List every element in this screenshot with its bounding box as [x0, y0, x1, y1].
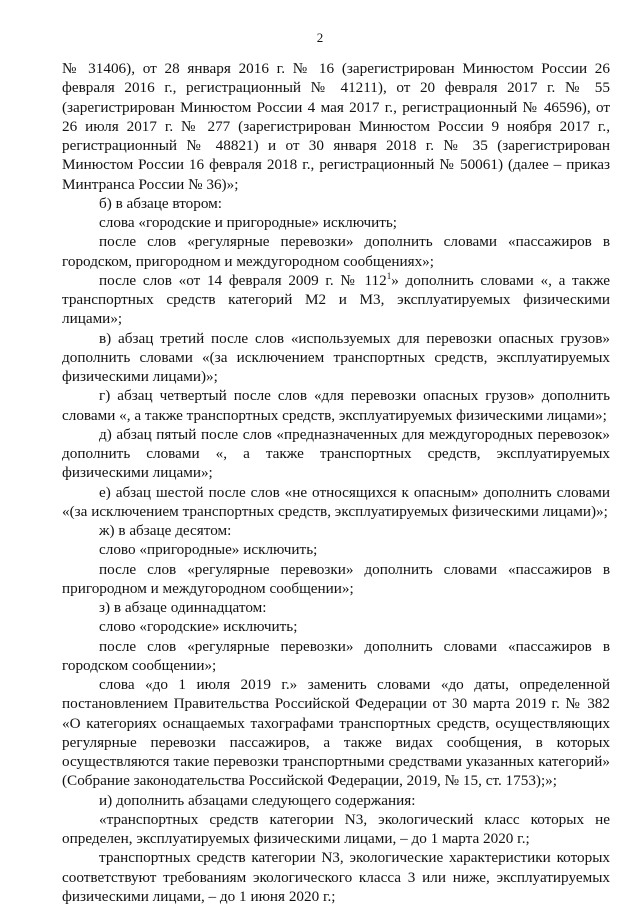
paragraph-item-b: б) в абзаце втором:: [99, 194, 222, 212]
paragraph-item-v: в) абзац третий после слов «используемых для перевозки опасных грузов» дополнить словами «(за исключением транспортных средств, эксплуатируемых физическими лицами)»;: [62, 329, 610, 385]
paragraph: «транспортных средств категории N3, экологический класс которых не определен, эксплуатируемых физическими лицами, – до 1 марта 2020 г.;: [62, 810, 610, 847]
paragraph-item-d: д) абзац пятый после слов «предназначенных для междугородных перевозок» дополнить словами «, а также транспортных средств, эксплуатируемых физическими лицами»;: [62, 425, 610, 482]
paragraph-item-g: г) абзац четвертый после слов «для перевозки опасных грузов» дополнить словами «, а также транспортных средств, эксплуатируемых физическими лицами»;: [62, 387, 610, 424]
paragraph: после слов «регулярные перевозки» дополнить словами «пассажиров в городском сообщении»;: [62, 637, 610, 674]
paragraph-continuation: № 31406), от 28 января 2016 г. № 16 (зарегистрирован Минюстом России 26 февраля 2016 г., регистрационный № 41211), от 20 февраля 2017 г. № 55 (зарегистрирован Минюстом России 4 мая 2017 г., регистрационный № 46596), от 26 июля 2017 г. № 277 (зарегистрирован Минюстом России 9 ноября 2017 г., регистрационный № 48821) и от 30 января 2018 г. № 35 (зарегистрирован Минюстом России 16 февраля 2018 г., регистрационный № 50061) (далее – приказ Минтранса России № 36)»;: [62, 60, 610, 193]
paragraph-text: » дополнить словами «, а также транспортных средств категорий М2 и М3, эксплуатируемых физическими лицами»;: [62, 271, 610, 328]
paragraph: слова «городские и пригородные» исключить;: [99, 214, 398, 231]
paragraph-item-i: и) дополнить абзацами следующего содержания:: [99, 791, 416, 809]
paragraph-item-zh: ж) в абзаце десятом:: [99, 522, 232, 539]
paragraph: слово «городские» исключить;: [99, 618, 298, 636]
page-number: 2: [316, 30, 324, 45]
footnote-superscript: 1: [386, 270, 392, 281]
paragraph-item-e: е) абзац шестой после слов «не относящихся к опасным» дополнить словами «(за исключением транспортных средств, эксплуатируемых физическими лицами)»;: [62, 483, 610, 520]
paragraph-item-z: з) в абзаце одиннадцатом:: [99, 599, 267, 616]
paragraph: [62, 271, 610, 329]
paragraph: слова «до 1 июля 2019 г.» заменить словами «до даты, определенной постановлением Правительства Российской Федерации от 30 марта 2019 г. № 382 «О категориях оснащаемых тахографами транспортных средств, осуществляющих регулярные перевозки пассажиров, а также видах сообщения, в которых осуществляются такие перевозки транспортными средствами указанных категорий» (Собрание законодательства Российской Федерации, 2019, № 15, ст. 1753);»;: [62, 676, 610, 790]
paragraph: после слов «регулярные перевозки» дополнить словами «пассажиров в пригородном и междугородном сообщении»;: [62, 560, 610, 597]
document-body: [62, 59, 610, 906]
paragraph: после слов «регулярные перевозки» дополнить словами «пассажиров в городском, пригородном и междугородном сообщениях»;: [62, 233, 610, 270]
paragraph: слово «пригородные» исключить;: [99, 541, 318, 559]
paragraph: транспортных средств категории N3, экологические характеристики которых соответствуют требованиям экологического класса 3 или ниже, эксплуатируемых физическими лицами, – до 1 июня 2020 г.;: [62, 849, 610, 905]
paragraph-text: после слов «от 14 февраля 2009 г. № 112: [99, 271, 387, 289]
